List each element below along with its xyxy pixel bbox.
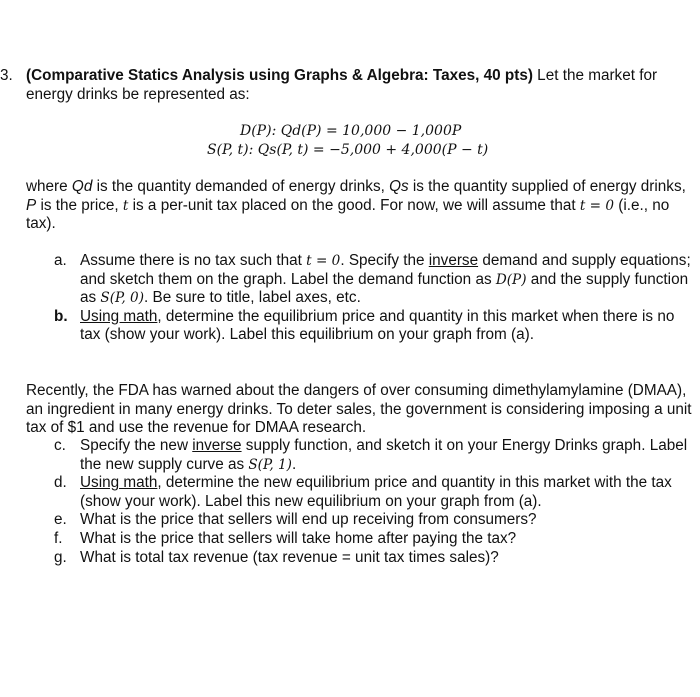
part-text: demand and supply equations; and sketch them on the graph. Label the demand function as [80, 252, 691, 288]
variable-definitions [26, 178, 690, 234]
part-text: . Be sure to title, label axes, etc. [144, 289, 361, 307]
part-e [54, 511, 694, 530]
math-t-zero: t = 0 [579, 197, 615, 214]
part-text: Specify the new [80, 437, 193, 454]
question-intro [26, 67, 686, 104]
var-t: t [122, 197, 129, 214]
part-letter: c. [54, 437, 66, 454]
question-title: (Comparative Statics Analysis using Graphs & Algebra: Taxes, 40 pts) [26, 67, 533, 84]
where-text: is a per-unit tax placed on the good. For now, we will assume that [128, 196, 580, 214]
underlined-text: inverse [428, 252, 479, 269]
part-text: What is the price that sellers will take home after paying the tax? [80, 529, 517, 547]
where-text: (i.e., no tax). [26, 196, 670, 233]
parts-c-g-list [54, 437, 694, 567]
supply-equation: S(P, t): Qs(P, t) = −5,000 + 4,000(P − t) [207, 142, 489, 158]
part-letter: e. [54, 511, 67, 529]
part-text: , determine the new equilibrium price and quantity in this market with the tax (show your work). Label this new equilibrium on your graph from (a). [80, 474, 672, 510]
math-expr: S(P, 0) [100, 290, 145, 307]
part-d [54, 474, 694, 511]
math-expr: t = 0 [306, 253, 341, 269]
var-qs: Qs [389, 178, 409, 195]
part-text: Assume there is no tax such that [80, 252, 307, 269]
part-g [54, 549, 694, 568]
part-letter: g. [54, 548, 67, 566]
where-text: is the price, [36, 196, 123, 214]
question-number: 3. [0, 67, 13, 84]
where-text: is the quantity supplied of energy drinks, [408, 178, 686, 195]
part-text: and the supply function as [80, 270, 689, 307]
math-expr: S(P, 1) [248, 456, 292, 473]
parts-a-b-list [54, 252, 694, 345]
part-b [54, 308, 694, 345]
underlined-text: Using math [80, 474, 158, 492]
part-letter: a. [54, 252, 67, 269]
underlined-text: inverse [192, 437, 242, 454]
part-letter: d. [54, 474, 67, 492]
where-text: is the quantity demanded of energy drinks, [92, 178, 390, 195]
part-text: . Specify the [340, 252, 429, 269]
demand-equation: D(P): Qd(P) = 10,000 − 1,000P [240, 123, 462, 139]
part-text: What is total tax revenue (tax revenue = unit tax times sales)? [80, 548, 499, 566]
part-c [54, 437, 694, 474]
part-a [54, 252, 694, 308]
where-text: where [26, 178, 72, 195]
var-p: P [26, 196, 37, 214]
underlined-text: Using math [80, 307, 158, 325]
part-letter: b. [54, 307, 68, 325]
part-text: What is the price that sellers will end up receiving from consumers? [80, 511, 537, 529]
part-text: . [291, 455, 297, 473]
question-intro-text: Let the market for energy drinks be represented as: [26, 67, 658, 103]
math-expr: D(P) [495, 271, 527, 288]
part-text: , determine the equilibrium price and quantity in this market when there is no tax (show your work). Label this equilibrium on your graph from (a). [80, 307, 675, 344]
var-qd: Qd [71, 178, 93, 195]
part-letter: f. [54, 529, 63, 547]
dmaa-paragraph: Recently, the FDA has warned about the dangers of over consuming dimethylamylamine (DMAA), an ingredient in many energy drinks. To deter sales, the government is considering imposing a unit tax of $1 and use the revenue for DMAA research. [26, 382, 692, 437]
part-text: supply function, and sketch it on your Energy Drinks graph. Label the new supply curve as [80, 437, 688, 473]
part-f [54, 530, 694, 549]
